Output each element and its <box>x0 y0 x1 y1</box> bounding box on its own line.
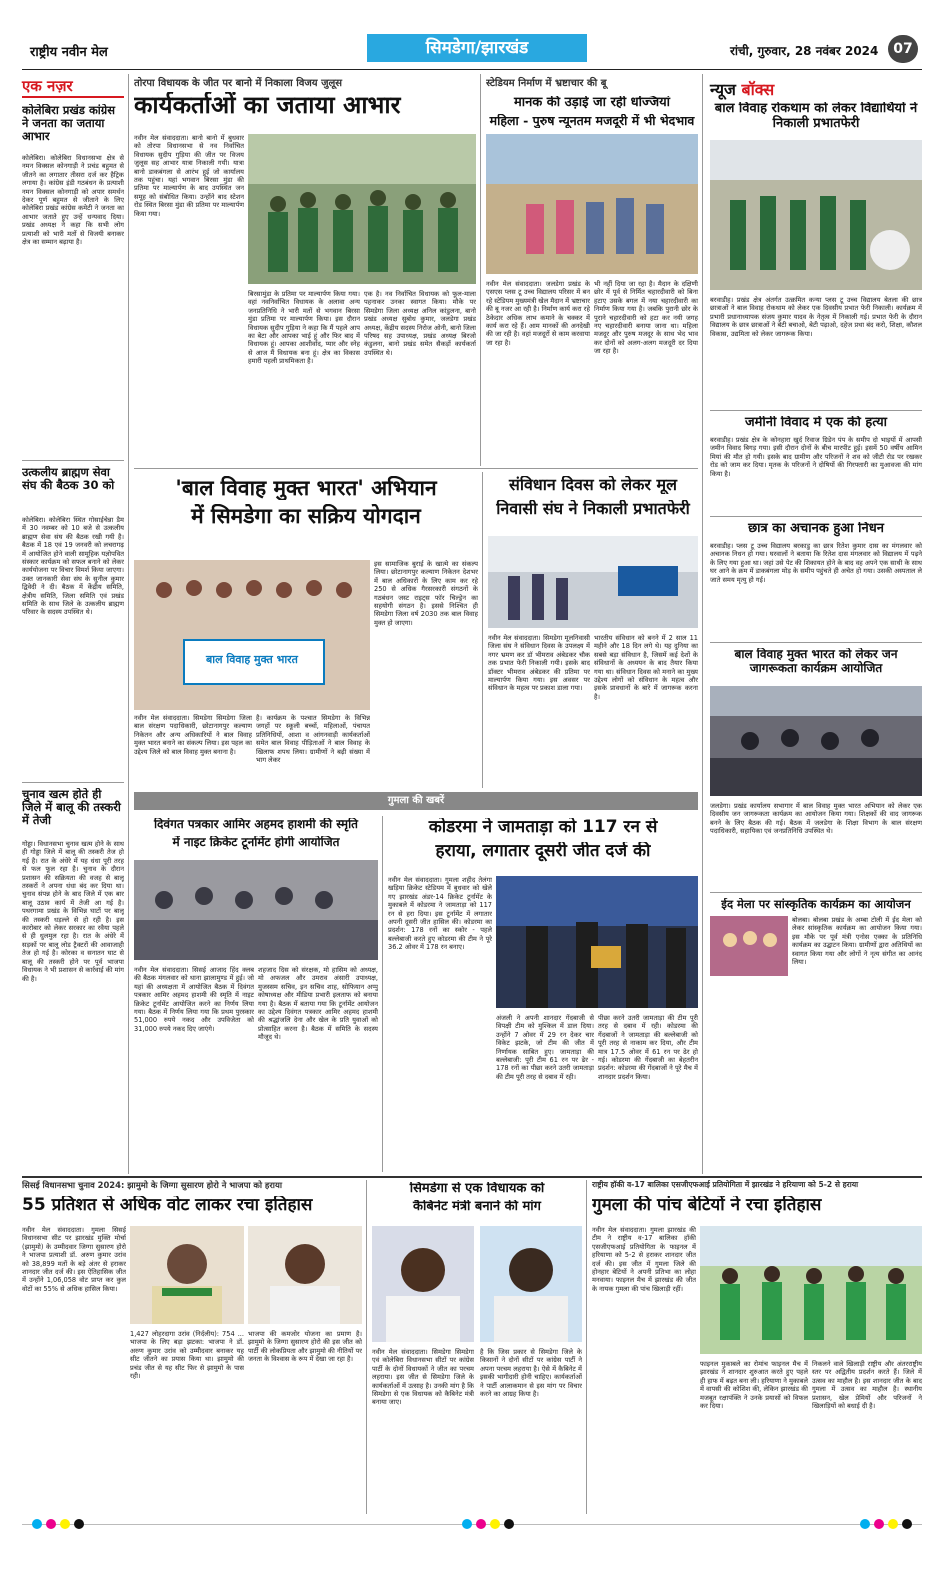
article-body: अंजली ने अपनी शानदार गेंदबाजी से विपक्षी टीम को मुश्किल में डाल दिया। उन्होंने 7 ओवर में 29 रन देकर चार विकेट झटके, जो टीम की जीत में निर्णायक साबित हुए। जामताड़ा की बल्लेबाजी: पूरी टीम 61 रन पर ढेर - 178 रनों का पीछा करने उतरी जामताड़ा की टीम पूरी तरह से दबाव में रही। <box>496 1014 594 1081</box>
column-rule <box>366 1180 367 1514</box>
divider <box>22 460 124 461</box>
photo-candidate-one <box>130 1226 244 1324</box>
caption: फाइनल मुकाबले का रोमांच फाइनल मैच में झारखंड ने शानदार शुरुआत करते हुए पहले ही हाफ में बढ़त बना ली। हरियाणा ने मुकाबले में वापसी की कोशिश की, लेकिन झारखंड की मजबूत रक्षापंक्ति ने उनके प्रयासों को विफल कर दिया। <box>700 1360 808 1411</box>
article-body: जलडेगा। प्रखंड कार्यालय सभागार में बाल विवाह मुक्त भारत अभियान को लेकर एक दिवसीय जन जागरूकता कार्यक्रम का आयोजन किया गया। शिक्षकों की वाद जागरूक बनने के लिए बैठक की गई। बैठक में जलडेगा के शिक्षा विभाग के बाल संरक्षण पदाधिकारी, सहायिका एवं जनप्रतिनिधि उपस्थित थे। <box>710 802 922 836</box>
photo-samvidhan-rally <box>488 536 698 628</box>
headline: कार्यकर्ताओं का जताया आभार <box>134 92 401 119</box>
headline: संविधान दिवस को लेकर मूल <box>509 476 677 494</box>
article-body: कोलेबिरा। कोलेबिरा विधानसभा क्षेत्र से नमन विक्सल कोनगाड़ी ने प्रचंड बहुमत से जीतने का लगातार तीसरा दर्ज कर हैट्रिक लगाया है। कांग्रेस इंडी गठबंधन के प्रत्याशी नमन विक्सल कोनगाड़ी को अपार समर्थन देकर पूर्ण बहुमत से जीताने के लिए कोलेबिरा प्रखंड कांग्रेस कमेटी ने जनता का आभार जताते हुए उन्हें धन्यवाद दिया। प्रखंड अध्यक्ष ने कहा कि सभी लोग प्रत्याशी को भारी मतों से विजयी बनाकर क्षेत्र का सम्मान बढ़ाया है। <box>22 154 124 247</box>
divider <box>710 516 922 517</box>
page-header <box>22 30 922 70</box>
divider <box>710 642 922 643</box>
headline: में सिमडेगा का सक्रिय योगदान <box>191 504 421 528</box>
article-body: 1,427 लोहरदागा उरांव (निर्दलीय): 754 ... भाजपा के लिए बड़ा झटका: भाजपा ने डॉ. अरुण कुमार उरांव को उम्मीदवार बनाकर यह सीट जीतने का प्रयास किया था। झामुमो की प्रचंड जीत से यह सीट फिर से झामुमो के पास रही। <box>130 1330 244 1381</box>
headline: ईद मेला पर सांस्कृतिक कार्यक्रम का आयोजन <box>721 898 911 911</box>
strap: तोरपा विधायक के जीत पर बानो में निकाला विजय जुलूस <box>134 78 343 89</box>
article-body: इस सामाजिक बुराई के खात्मे का संकल्प लिया। छोटानागपुर कल्याण निकेतन देशभर में बाल अधिकारों के लिए काम कर रहे 250 से अधिक गैरसरकारी संगठनों के गठबंधन जस्ट राइट्स फॉर चिल्ड्रेन का सहयोगी संगठन है। इससे निश्चित ही सिमडेगा जिला वर्ष 2030 तक बाल विवाह मुक्त हो जाएगा। <box>374 560 478 627</box>
photo-stadium-work <box>486 134 698 274</box>
article-body: पीछा करने उतरी जामताड़ा की टीम पूरी तरह से दबाव में रही। कोडरमा की गेंदबाजों ने जामताड़ा की बल्लेबाजी को पूरी तरह से नाकाम कर दिया, और टीम मात्र 17.5 ओवर में 61 रन पर ढेर हो गई। कोडरमा की गेंदबाजी का बेहतरीन प्रदर्शन: कोडरमा की गेंदबाजों ने पूरे मैच में शानदार प्रदर्शन किया। <box>598 1014 698 1081</box>
issue-date: रांची, गुरुवार, 28 नवंबर 2024 <box>730 44 879 58</box>
section-title: सिमडेगा/झारखंड <box>367 34 587 62</box>
photo-eid-mela <box>710 916 788 976</box>
article-body: बरवाडीह। प्लस टू उच्च विद्यालय बरकाडु का छात्र रितेश कुमार दास का मंगलवार को अचानक निधन हो गया। घरवालों ने बताया कि रितेश दास मंगलवार को विद्यालय में पढ़ने के लिए गया हुआ था। जहां उसे पेट की शिकायत होने के बाद वह अपने एक साथी के साथ घर आने के क्रम में डाकबंगला मोड़ के समीप पहुंचते ही अचेत हो गया। उसकी अस्पताल ले जाते समय मृत्यु हो गई। <box>710 542 922 584</box>
headline: निवासी संघ ने निकाली प्रभातफेरी <box>496 500 690 518</box>
article-body: भाजपा की कमजोर योजना का प्रमाण है। झामुमो के जिग्गा सुसारण होरो की इस जीत को पार्टी की लोकप्रियता और झामुमो की नीतियों पर जनता के विश्वास के रूप में देखा जा रहा है। <box>248 1330 362 1364</box>
register-dot-cyan <box>860 1519 870 1529</box>
article-body: है। कार्यक्रम के पश्चात सिमडेगा के विभिन्न जगहों पर स्कूली बच्चों, महिलाओं, पंचायत प्रतिनिधियों, आशा व आंगनवाड़ी कार्यकर्ताओं समेत बाल विवाह पीड़िताओं ने बाल विवाह के खिलाफ शपथ लिया। ग्रामीणों ने बढ़ी संख्या में भाग लेकर <box>256 714 370 765</box>
ek-nazar-label: एक नज़र <box>22 76 124 98</box>
register-dot-black <box>74 1519 84 1529</box>
headline: सिमडेगा से एक विधायक को <box>409 1182 545 1196</box>
column-rule <box>382 816 383 1172</box>
article-body: निकलने वाले खिलाड़ी राष्ट्रीय और अंतरराष्ट्रीय स्तर पर अद्वितीय प्रदर्शन करते हैं। जिले में उत्सव का माहौल है। इस शानदार जीत के बाद गुमला में उत्सव का माहौल है। स्थानीय प्रशासन, खेल प्रेमियों और परिजनों ने खिलाड़ियों को बधाई दी है। <box>812 1360 922 1411</box>
article-body: नवीन मेल संवाददाता। गुमला झारखंड की टीम ने राष्ट्रीय व-17 बालिका हॉकी एसजीएफआई प्रतियोगिता के फाइनल में हरियाणा को 5-2 से हराकर शानदार जीत दर्ज की। इस जीत में गुमला जिले की होनहार बेटियों ने अपनी प्रतिभा का लोहा मनवाया। फाइनल मैच में झारखंड की जीत के नायक गुमला की पांच खिलाड़ी रहीं। <box>592 1226 696 1293</box>
strap: स्टेडियम निर्माण में भ्रष्टाचार की बू <box>486 78 607 89</box>
headline: मानक की उड़ाई जा रही धज्जियां <box>513 96 671 110</box>
article-body: बिरसामुंडा के प्रतिमा पर माल्यार्पण किया गया। वहां नवनिर्वाचित विधायक के अलावा अन्य जनप्रतिनिधि ने भारी मतों से भगवान बिरसा मुंडा प्रतिमा पर माल्यार्पण किया। इस दौरान विधायक सुदीप गुड़िया ने कहा कि मैं पहले आप का बेटा और आपका भाई हूं और फिर बाद में विधायक हूं। आपका आशीर्वाद, प्यार और स्नेह से आज मैं विधायक बना हूं। क्षेत्र का विकास हमारी पहली प्राथमिकता है। <box>248 290 360 366</box>
headline: हराया, लगातार दूसरी जीत दर्ज की <box>435 842 651 861</box>
photo-jagrukta-meeting <box>710 686 922 796</box>
article-body: नवीन मेल संवाददाता। सिमडेगा मूलनिवासी जिला संघ ने संविधान दिवस के उपलक्ष्य में नगर भ्रमण कर डॉ भीमराव अंबेडकर चौक तक प्रभात फेरी निकाली गयी। इसके बाद डॉक्टर भीमराव अंबेडकर की प्रतिमा पर माल्यार्पण किया गया। इस अवसर पर संविधान के महत्व पर प्रकाश डाला गया। <box>488 634 590 693</box>
register-dot-black <box>902 1519 912 1529</box>
paper-name: राष्ट्रीय नवीन मेल <box>30 45 108 60</box>
headline: बाल विवाह रोकथाम को लेकर विद्यार्थियों ने निकाली प्रभातफेरी <box>714 102 918 131</box>
divider <box>22 782 124 783</box>
register-dot-magenta <box>476 1519 486 1529</box>
caption: नवीन मेल संवाददाता। सिमडेगा सिमडेगा जिला बाल संरक्षण पदाधिकारी, छोटानागपुर कल्याण निकेतन और अन्य अधिकारियों ने बाल विवाह मुक्त भारत बनाने का संकल्प लिया। इस पहल का उद्देश्य जिले को बाल विवाह मुक्त बनाना है। <box>134 714 252 756</box>
register-dot-yellow <box>60 1519 70 1529</box>
headline: उत्कलीय ब्राह्मण सेवा संघ की बैठक 30 को <box>22 466 115 493</box>
photo-candidate-two <box>248 1226 362 1324</box>
column-rule <box>482 472 483 788</box>
article-body: नवीन मेल संवाददाता। जलडेगा प्रखंड के एसएस प्लस टू उच्च विद्यालय परिसर में बन रहे स्टेडियम मुख्यमंत्री खेल मैदान में भ्रष्टाचार की बू नजर आ रही है। निर्माण कार्य करा रहे ठेकेदार अधिक लाभ कमाने के चक्कर में कार्य करा रहे हैं। आम मानकों की अनदेखी की जा रही है। वहां मजदूरों से काम करवाया जा रहा है। <box>486 280 590 347</box>
article-body: भी नहीं दिया जा रहा है। मैदान के दक्षिणी छोर में पूर्व से निर्मित चहारदीवारी को बिना हटाए उसके बगल में नया चहारदीवारी का निर्माण किया गया है। जबकि पुरानी छोर के पुराने चहारदीवारी को हटा कर नयी जगह नए चहारदीवारी बनाया जाना था। महिला मजदूर और पुरुष मजदूर के साथ भेद भाव कर दोनों को अलग-अलग मजदूरी दर दिया जा रहा है। <box>594 280 698 356</box>
article-body: नवीन मेल संवाददाता। सिमडेगा सिमडेगा एवं कोलेबिरा विधानसभा सीटों पर कांग्रेस पार्टी के दोनों विधायकों ने जीत का परचम लहराया। इस जीत से सिमडेगा जिले के कार्यकर्ताओं में उत्साह है। उनकी मांग है कि सिमडेगा से एक विधायक को कैबिनेट मंत्री बनाया जाए। <box>372 1348 474 1407</box>
article-body: कोलेबिरा। कोलेबिरा स्थित गोसाईचेन्ना डैम में 30 नवम्बर को 10 बजे से उत्कलीय ब्राह्मण सेवा संघ की बैठक रखी गयी है। बैठक में 18 एवं 19 जनवरी को लचरागढ़ में आयोजित होने वाली सामूहिक यज्ञोपवित संस्कार कार्यक्रम को सफल बनाने को लेकर कार्ययोजना पर विचार विमर्श किया जाएगा। उक्त जानकारी सेवा संघ के सुनील कुमार द्विवेदी ने दी। बैठक में केंद्रीय समिति, क्षेत्रीय समिति, जिला समिति एवं प्रखंड समिति के साथ जिले के उत्कलीय ब्राह्मण परिवार के सदस्य उपस्थित थे। <box>22 516 124 617</box>
photo-mla-one <box>372 1226 474 1342</box>
headline: कैबिनेट मंत्री बनाने की मांग <box>413 1200 541 1214</box>
headline: छात्र का अचानक हुआ निधन <box>748 522 884 536</box>
article-body: एक है। नव निर्वाचित विधायक को फूल-माला पहनाकर उनका स्वागत किया। मौके पर सिमडेगा जिला अध्यक्ष अनिल कांडुलना, बानो प्रखंड अध्यक्ष सुबोध कुमार, जलडेगा प्रखंड अध्यक्ष, केंद्रीय सदस्य निरोज ओनी, बानो जिला परिषद सह उपाध्यक्ष, प्रखंड अध्यक्ष बिरजो कंडुलना, बानो प्रखंड समेत सैकड़ों कार्यकर्ता उपस्थित थे। <box>364 290 476 357</box>
strap: सिसई विधानसभा चुनाव 2024: झामुमो के जिग्गा सुसारण होरो ने भाजपा को हराया <box>22 1180 282 1190</box>
photo-victory-rally <box>248 134 476 284</box>
headline: जमीनी विवाद में एक की हत्या <box>745 416 887 430</box>
print-register-strip <box>22 1518 922 1532</box>
article-body: बोलबा। बोलबा प्रखंड के अम्बा टोली में ईद मेला को लेकर सांस्कृतिक कार्यक्रम का आयोजन किया गया। इस मौके पर पूर्व मंत्री एनोस एक्का के प्रतिनिधि कार्यक्रम का उद्घाटन किया। ग्रामीणों द्वारा अतिथियों का स्वागत किया गया और लोगों ने नृत्य संगीत का आनंद लिया। <box>792 916 922 967</box>
divider <box>710 892 922 893</box>
photo-prabhatferi <box>710 140 922 290</box>
register-dot-cyan <box>462 1519 472 1529</box>
article-body: है कि जिस प्रकार से सिमडेगा जिले के किसानों ने दोनों सीटों पर कांग्रेस पार्टी ने अपना परचम लहराया है। ऐसे में कैबिनेट में इसकी भागीदारी होनी चाहिए। कार्यकर्ताओं ने पार्टी आलाकमान से इस मांग पर विचार करने का आग्रह किया है। <box>480 1348 582 1399</box>
headline: 'बाल विवाह मुक्त भारत' अभियान <box>175 476 437 500</box>
column-rule <box>128 74 129 1174</box>
photo-hockey-girls <box>700 1226 922 1354</box>
page-number: 07 <box>888 35 918 63</box>
divider <box>22 1176 922 1178</box>
article-body: गोड्डा। विधानसभा चुनाव खत्म होने के साथ ही गोड्डा जिले में बालू की तस्करी तेज हो गई है। रात के अंधेरे में यह धंधा पूरी तरह से फल फूल रहा है। चुनाव के दौरान प्रशासन की सक्रियता की वजह से बालू तस्करों ने अपना धंधा बंद कर दिया था। चुनाव संपन्न होने के बाद जिले में एक बार बालू उठाव कार्य में तेजी आ गई है। पथरगामा प्रखंड के विभिन्न घाटों पर बालू की तस्करी धड़ल्ले से हो रही है। इस कारोबार को लेकर सरकार का रवैया पहले से ही धुलमुल रहा है। रात के अंधेरे में सड़कों पर बालू लोड ट्रैक्टरों की आवाजाही तेज हो गई है। कोरका व सनातन घाट से बालू की तस्करी होने पर पूर्व भाजपा विधायक ने भी प्रशासन से कार्रवाई की मांग की है। <box>22 840 124 983</box>
article-body: भारतीय संविधान को बनने में 2 साल 11 महीने और 18 दिन लगे थे। यह दुनिया का सबसे बड़ा संविधान है, जिसमें कई देशों के संविधानों के अध्ययन के बाद तैयार किया गया था। संविधान दिवस को मनाने का मुख्य उद्देश्य लोगों को संविधान के महत्व और इसके प्रावधानों के बारे में जागरूक करना है। <box>594 634 698 701</box>
news-box-label: न्यूज बॉक्स <box>710 80 775 99</box>
article-body: नवीन मेल संवाददाता। गुमला सिसई विधानसभा सीट पर झारखंड मुक्ति मोर्चा (झामुमो) के उम्मीदवार जिग्गा सुसारण होरो ने भाजपा प्रत्याशी डॉ. अरुण कुमार उरांव को 38,899 मतों के बड़े अंतर से हराकर शानदार जीत दर्ज की। इस ऐतिहासिक जीत में उन्होंने 1,06,058 वोट प्राप्त कर कुल वोटों का 55% से अधिक हासिल किया। <box>22 1226 126 1293</box>
article-body: बरवाडीह। प्रखंड क्षेत्र के कोनहारा खुर्द रिवाज ग्रिडेन पंप के समीप दो भाइयों में आपसी जमीन विवाद बिगड़ गया। इसी दौरान दोनों के बीच मारपीट हुई। इसमें 50 वर्षीय आमिन मियां की मौत हो गयी। इसके बाद ग्रामीण और परिजनों ने शव को जीटी रोड पर रखकर रोड को जाम कर दिया। मृतक के परिजनों ने दोषियों की गिरफ्तारी का मुआवजा की मांग किया है। <box>710 436 922 478</box>
article-body: बरवाडीह। प्रखंड क्षेत्र अंतर्गत उत्क्रमित कन्या प्लस टू उच्च विद्यालय बेतला की छात्र छात्राओं ने बाल विवाह रोकथाम को लेकर एक दिवसीय प्रभात फेरी निकाली। कार्यक्रम में प्रभारी प्रधानाध्यापक संजय कुमार यादव के नेतृत्व में निकाली गई। प्रभात फेरी के दौरान विद्यालय के छात्र छात्राओं ने बेटी बचाओ, बेटी पढ़ाओ, दहेज प्रथा बंद करो, शिक्षा, कौशल विकास, उद्यमिता को लेकर जागरूक किया। <box>710 296 922 338</box>
article-body: नवीन मेल संवाददाता। गुमला शहीद तेलंगा खड़िया क्रिकेट स्टेडियम में बुधवार को खेले गए झारखंड अंडर-14 क्रिकेट टूर्नामेंट के मुकाबले में कोडरमा ने जामताड़ा को 117 रन से हरा दिया। इस टूर्नामेंट में लगातार अपनी दूसरी जीत हासिल की। कोडरमा का प्रदर्शन: 178 रनों का स्कोर - पहले बल्लेबाजी करते हुए कोडरमा की टीम ने पूरे 36.2 ओवर में 178 रन बनाए। <box>388 876 492 952</box>
register-dot-magenta <box>874 1519 884 1529</box>
headline: दिवंगत पत्रकार आमिर अहमद हाशमी की स्मृति <box>153 818 359 831</box>
banner-text: बाल विवाह मुक्त भारत <box>206 653 298 666</box>
headline: गुमला की पांच बेटियों ने रचा इतिहास <box>592 1196 822 1215</box>
photo-meeting <box>134 860 378 960</box>
register-dot-magenta <box>46 1519 56 1529</box>
article-body: शहजाद दिस को संरक्षक, मो हासिम को अध्यक्ष, मो अफजल और उमराव अंसारी उपाध्यक्ष, मुजस्सम सचिव, इन सचिव शाह, सोफियान अप्पु कोषाध्यक्ष और मीडिया प्रभारी इलताफ को बनाया गया है। बैठक में बताया गया कि टूर्नामेंट आयोजन का उद्देश्य दिवंगत पत्रकार आमिर अहमद हाशमी की श्रद्धांजलि देना और खेल के प्रति युवाओं को प्रोत्साहित करना है। बैठक में समिति के सदस्य मौजूद थे। <box>258 966 378 1042</box>
headline: 55 प्रतिशत से अधिक वोट लाकर रचा इतिहास <box>22 1196 313 1215</box>
article-body: नवीन मेल संवाददाता। सिसई आजाद हिंद क्लब की बैठक मंगलवार को थाना झालामुण्ड में हुई। जो यहां की अध्यक्षता में आयोजित बैठक में दिवंगत पत्रकार आमिर अहमद हाशमी की स्मृति में नाइट क्रिकेट टूर्नामेंट आयोजित करने का निर्णय लिया गया। बैठक में निर्णय लिया गया कि प्रथम पुरस्कार 51,000 रुपये नकद और उपविजेता को 31,000 रुपये नकद दिए जाएंगे। <box>134 966 254 1033</box>
headline: में नाइट क्रिकेट टूर्नामेंट होगी आयोजित <box>172 836 340 849</box>
headline: कोडरमा ने जामताड़ा को 117 रन से <box>428 818 658 837</box>
article-body: नवीन मेल संवाददाता। बानो बानो में बुधवार को तोरपा विधानसभा से नव निर्वाचित विधायक सुदीप गुड़िया की जीत पर विजय जुलूस सह आभार यात्रा निकाली गयी। यात्रा बानो डाकबंगला से आरंभ हुई जो कार्यालय तक पहुंचा। यहां भगवान बिरसा मुंडा की प्रतिमा पर माल्यार्पण के बाद उपस्थित जन समूह को संबोधित किया। उन्होंने बाद स्टेशन रोड स्थित बिरसा मुंडा की प्रतिमा पर माल्यार्पण किया गया। <box>134 134 244 218</box>
headline: बाल विवाह मुक्त भारत को लेकर जन जागरूकता कार्यक्रम आयोजित <box>734 648 898 675</box>
divider <box>710 410 922 411</box>
photo-bal-vivah-event <box>134 560 370 710</box>
headline: महिला - पुरुष न्यूनतम मजदूरी में भी भेदभाव <box>489 114 695 128</box>
newspaper-page <box>22 30 922 1550</box>
headline: चुनाव खत्म होते ही जिले में बालू की तस्करी में तेजी <box>22 788 121 828</box>
register-dot-yellow <box>888 1519 898 1529</box>
column-rule <box>586 1180 587 1514</box>
photo-mla-two <box>480 1226 582 1342</box>
register-dot-cyan <box>32 1519 42 1529</box>
column-rule <box>480 74 481 466</box>
register-dot-yellow <box>490 1519 500 1529</box>
divider <box>134 468 698 469</box>
register-dot-black <box>504 1519 514 1529</box>
section-band: गुमला की खबरें <box>134 792 698 810</box>
headline: कोलेबिरा प्रखंड कांग्रेस ने जनता का जताया आभार <box>22 104 116 144</box>
column-rule <box>702 74 703 1174</box>
strap: राष्ट्रीय हॉकी व-17 बालिका एसजीएफआई प्रतियोगिता में झारखंड ने हरियाणा को 5-2 से हराया <box>592 1180 859 1189</box>
photo-cricket-award <box>496 876 698 1008</box>
